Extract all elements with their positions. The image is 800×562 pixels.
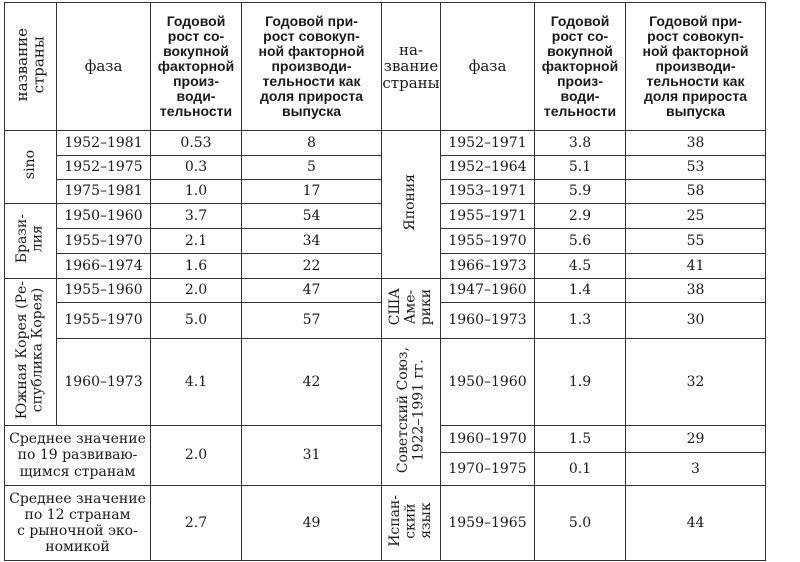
phase-cell: 1975–1981 bbox=[57, 180, 151, 204]
table-row bbox=[5, 131, 766, 156]
tfp-cell: 5.9 bbox=[535, 180, 626, 204]
share-cell: 25 bbox=[626, 204, 766, 229]
share-cell: 57 bbox=[242, 303, 382, 339]
tfp-cell: 1.0 bbox=[151, 180, 242, 204]
header-row bbox=[5, 3, 766, 131]
table-row bbox=[5, 486, 766, 561]
phase-cell: 1966–1973 bbox=[441, 254, 535, 279]
table-row bbox=[5, 279, 766, 303]
phase-cell: 1955–1960 bbox=[57, 279, 151, 303]
tfp-cell: 2.0 bbox=[151, 426, 242, 486]
phase-cell: 1955–1970 bbox=[57, 229, 151, 254]
phase-cell: 1959–1965 bbox=[441, 486, 535, 561]
phase-cell: 1955–1971 bbox=[441, 204, 535, 229]
country-cell-ussr: Советский Союз, 1922–1991 гг. bbox=[382, 339, 441, 486]
phase-cell: 1966–1974 bbox=[57, 254, 151, 279]
phase-cell: 1955–1970 bbox=[57, 303, 151, 339]
share-cell: 29 bbox=[626, 426, 766, 453]
country-cell-usa: США Аме- рики bbox=[382, 279, 441, 339]
phase-cell: 1952–1981 bbox=[57, 131, 151, 156]
phase-cell: 1953–1971 bbox=[441, 180, 535, 204]
share-cell: 38 bbox=[626, 279, 766, 303]
right-header-tfp-share: Годовой при- рост совокуп- ной факторной производи- тельности как доля прироста выпуска bbox=[626, 3, 766, 131]
share-cell: 17 bbox=[242, 180, 382, 204]
tfp-cell: 4.5 bbox=[535, 254, 626, 279]
tfp-cell: 1.6 bbox=[151, 254, 242, 279]
phase-cell: 1950–1960 bbox=[57, 204, 151, 229]
tfp-cell: 0.53 bbox=[151, 131, 242, 156]
tfp-cell: 2.1 bbox=[151, 229, 242, 254]
phase-cell: 1960–1973 bbox=[441, 303, 535, 339]
right-header-tfp-growth: Годовой рост со- вокупной факторной произ- води- тельности bbox=[535, 3, 626, 131]
tfp-cell: 5.0 bbox=[151, 303, 242, 339]
country-cell-japan: Япония bbox=[382, 131, 441, 279]
right-header-country: на- звание страны bbox=[382, 3, 441, 131]
share-cell: 5 bbox=[242, 156, 382, 180]
tfp-cell: 0.3 bbox=[151, 156, 242, 180]
phase-cell: 1970–1975 bbox=[441, 453, 535, 486]
country-cell-south-korea: Южная Корея (Ре- спублика Корея) bbox=[5, 279, 57, 426]
average-developing-label: Среднее значение по 19 развиваю- щимся странам bbox=[5, 426, 151, 486]
share-cell: 3 bbox=[626, 453, 766, 486]
share-cell: 30 bbox=[626, 303, 766, 339]
phase-cell: 1952–1975 bbox=[57, 156, 151, 180]
tfp-cell: 3.7 bbox=[151, 204, 242, 229]
table-row bbox=[5, 339, 766, 426]
left-header-country: название страны bbox=[5, 3, 57, 131]
share-cell: 58 bbox=[626, 180, 766, 204]
tfp-cell: 2.7 bbox=[151, 486, 242, 561]
phase-cell: 1952–1964 bbox=[441, 156, 535, 180]
share-cell: 55 bbox=[626, 229, 766, 254]
share-cell: 42 bbox=[242, 339, 382, 426]
tfp-cell: 4.1 bbox=[151, 339, 242, 426]
tfp-cell: 5.0 bbox=[535, 486, 626, 561]
share-cell: 8 bbox=[242, 131, 382, 156]
share-cell: 34 bbox=[242, 229, 382, 254]
tfp-table bbox=[4, 2, 766, 561]
share-cell: 31 bbox=[242, 426, 382, 486]
phase-cell: 1960–1973 bbox=[57, 339, 151, 426]
right-header-phase: фаза bbox=[441, 3, 535, 131]
tfp-cell: 3.8 bbox=[535, 131, 626, 156]
share-cell: 44 bbox=[626, 486, 766, 561]
phase-cell: 1952–1971 bbox=[441, 131, 535, 156]
country-cell-brazil: Брази- лия bbox=[5, 204, 57, 279]
tfp-cell: 0.1 bbox=[535, 453, 626, 486]
phase-cell: 1950–1960 bbox=[441, 339, 535, 426]
share-cell: 41 bbox=[626, 254, 766, 279]
share-cell: 49 bbox=[242, 486, 382, 561]
phase-cell: 1955–1970 bbox=[441, 229, 535, 254]
left-header-tfp-share: Годовой при- рост совокуп- ной факторной производи- тельности как доля прироста выпуска bbox=[242, 3, 382, 131]
tfp-cell: 5.6 bbox=[535, 229, 626, 254]
average-market-label: Среднее значение по 12 странам с рыночной эко- номикой bbox=[5, 486, 151, 561]
share-cell: 38 bbox=[626, 131, 766, 156]
tfp-cell: 1.3 bbox=[535, 303, 626, 339]
country-cell-sino: sino bbox=[5, 131, 57, 204]
phase-cell: 1960–1970 bbox=[441, 426, 535, 453]
tfp-cell: 1.4 bbox=[535, 279, 626, 303]
tfp-cell: 1.9 bbox=[535, 339, 626, 426]
country-cell-spanish: Испан- ский язык bbox=[382, 486, 441, 561]
tfp-cell: 2.0 bbox=[151, 279, 242, 303]
share-cell: 53 bbox=[626, 156, 766, 180]
left-header-tfp-growth: Годовой рост со- вокупной факторной произ- води- тельности bbox=[151, 3, 242, 131]
share-cell: 54 bbox=[242, 204, 382, 229]
tfp-cell: 5.1 bbox=[535, 156, 626, 180]
share-cell: 47 bbox=[242, 279, 382, 303]
phase-cell: 1947–1960 bbox=[441, 279, 535, 303]
share-cell: 22 bbox=[242, 254, 382, 279]
left-header-phase: фаза bbox=[57, 3, 151, 131]
share-cell: 32 bbox=[626, 339, 766, 426]
tfp-cell: 1.5 bbox=[535, 426, 626, 453]
tfp-cell: 2.9 bbox=[535, 204, 626, 229]
